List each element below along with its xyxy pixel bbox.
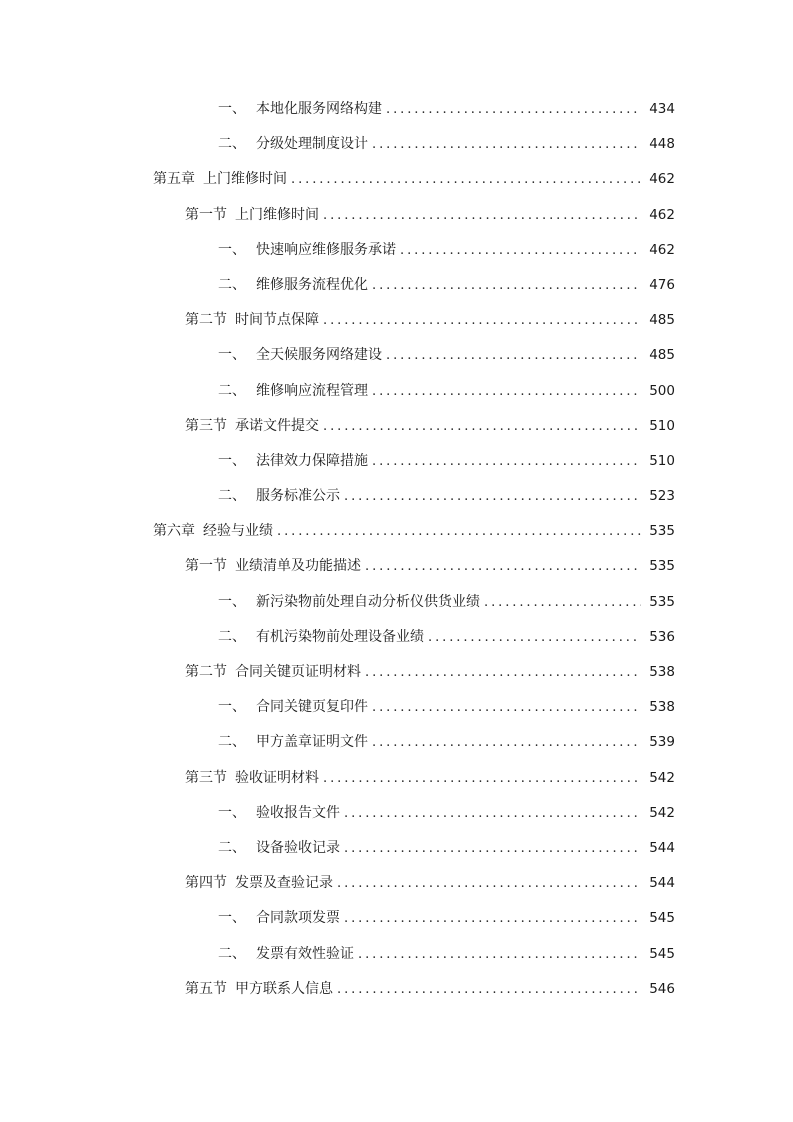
toc-entry[interactable] [0,655,793,690]
toc-entry[interactable] [0,866,793,901]
toc-entry-title: 上门维修时间 [235,206,319,223]
dot-leader [323,198,641,233]
toc-entry-number: 一、 [218,804,246,821]
toc-entry[interactable] [0,796,793,831]
toc-entry-page: 434 [649,101,675,117]
dot-leader [344,479,641,514]
toc-entry-title: 有机污染物前处理设备业绩 [256,628,424,645]
toc-entry-number: 第二节 [185,312,227,329]
toc-entry-page: 538 [649,699,675,716]
dot-leader [372,444,641,479]
toc-entry-number: 二、 [218,839,246,856]
toc-entry[interactable] [0,127,793,162]
dot-leader [365,655,641,690]
toc-entry-page: 545 [649,910,675,927]
dot-leader [365,549,641,584]
toc-entry-number: 第四节 [185,875,227,892]
toc-entry-page: 536 [649,628,675,645]
dot-leader [344,831,641,866]
dot-leader [372,374,641,409]
toc-entry-page: 542 [649,769,675,786]
toc-entry-page: 448 [649,136,675,153]
dot-leader [372,127,641,162]
toc-entry-page: 500 [649,382,675,399]
toc-entry[interactable] [0,303,793,338]
toc-entry[interactable] [0,761,793,796]
dot-leader [323,409,641,444]
toc-entry-title: 新污染物前处理自动分析仪供货业绩 [256,593,480,610]
dot-leader [428,620,641,655]
toc-entry-number: 一、 [218,241,246,258]
toc-entry-number: 第三节 [185,769,227,786]
dot-leader [372,725,641,760]
toc-entry[interactable] [0,338,793,373]
toc-entry-title: 全天候服务网络建设 [256,347,382,364]
toc-entry[interactable] [0,444,793,479]
toc-entry-number: 一、 [218,593,246,610]
toc-entry-page: 544 [649,875,675,892]
toc-entry-page: 535 [649,593,675,610]
toc-entry-number: 二、 [218,136,246,153]
toc-entry[interactable] [0,620,793,655]
toc-entry-page: 462 [649,241,675,258]
dot-leader [386,338,641,373]
toc-entry[interactable] [0,549,793,584]
toc-entry-title: 合同关键页证明材料 [235,664,361,680]
toc-entry-number: 第五章 [153,171,195,188]
toc-entry[interactable] [0,937,793,972]
toc-entry-title: 设备验收记录 [256,839,340,856]
dot-leader [386,92,641,127]
dot-leader [337,972,641,1007]
dot-leader [400,233,641,268]
toc-entry-title: 服务标准公示 [256,488,340,505]
toc-entry[interactable] [0,268,793,303]
dot-leader [323,761,641,796]
toc-entry-number: 第三节 [185,417,227,434]
toc-entry-number: 第六章 [153,523,195,540]
toc-entry-title: 发票有效性验证 [256,945,354,962]
toc-entry-number: 一、 [218,452,246,469]
toc-entry-page: 544 [649,839,675,856]
toc-entry[interactable] [0,92,793,127]
toc-entry-number: 一、 [218,101,246,117]
toc-entry-page: 462 [649,206,675,223]
toc-entry[interactable] [0,831,793,866]
dot-leader [372,690,641,725]
toc-entry-page: 523 [649,488,675,505]
toc-entry-title: 分级处理制度设计 [256,136,368,153]
toc-entry-number: 第一节 [185,558,227,575]
toc-entry-title: 快速响应维修服务承诺 [256,241,396,258]
toc-entry-page: 535 [649,523,675,540]
toc-entry-page: 485 [649,312,675,329]
toc-entry-page: 535 [649,558,675,575]
dot-leader [323,303,641,338]
dot-leader [344,901,641,936]
toc-entry[interactable] [0,972,793,1007]
toc-entry-title: 时间节点保障 [235,312,319,329]
toc-entry-page: 538 [649,664,675,680]
toc-entry[interactable] [0,479,793,514]
toc-entry-title: 法律效力保障措施 [256,452,368,469]
toc-entry[interactable] [0,409,793,444]
toc-entry[interactable] [0,725,793,760]
toc-entry-title: 合同关键页复印件 [256,699,368,716]
dot-leader [372,268,641,303]
dot-leader [358,937,641,972]
toc-entry-page: 462 [649,171,675,188]
toc-entry-title: 上门维修时间 [203,171,287,188]
toc-entry-page: 476 [649,276,675,293]
toc-entry-page: 546 [649,980,675,997]
toc-entry-title: 维修响应流程管理 [256,382,368,399]
toc-entry-title: 验收证明材料 [235,769,319,786]
toc-entry-page: 542 [649,804,675,821]
toc-entry-title: 本地化服务网络构建 [256,101,382,117]
toc-entry-number: 二、 [218,276,246,293]
toc-entry-number: 二、 [218,488,246,505]
toc-entry-title: 承诺文件提交 [235,417,319,434]
toc-entry-page: 510 [649,417,675,434]
toc-entry-title: 甲方盖章证明文件 [256,734,368,751]
toc-entry[interactable] [0,690,793,725]
toc-entry-number: 二、 [218,628,246,645]
toc-entry-page: 510 [649,452,675,469]
toc-entry[interactable] [0,162,793,197]
toc-entry-title: 甲方联系人信息 [235,980,333,997]
toc-entry-number: 一、 [218,910,246,927]
toc-entry-title: 合同款项发票 [256,910,340,927]
dot-leader [337,866,641,901]
toc-entry-number: 二、 [218,382,246,399]
toc-entry[interactable] [0,233,793,268]
dot-leader [277,514,641,549]
dot-leader [291,162,641,197]
toc-entry[interactable] [0,514,793,549]
toc-entry-title: 业绩清单及功能描述 [235,558,361,575]
toc-entry-page: 539 [649,734,675,751]
table-of-contents [0,92,793,1007]
toc-entry-number: 一、 [218,347,246,364]
toc-entry[interactable] [0,198,793,233]
toc-entry-number: 第一节 [185,206,227,223]
dot-leader [484,585,641,620]
toc-entry-number: 第二节 [185,664,227,680]
toc-entry[interactable] [0,374,793,409]
toc-entry-title: 发票及查验记录 [235,875,333,892]
toc-entry-number: 一、 [218,699,246,716]
toc-entry-page: 485 [649,347,675,364]
toc-entry-number: 第五节 [185,980,227,997]
toc-entry[interactable] [0,585,793,620]
dot-leader [344,796,641,831]
toc-entry-title: 经验与业绩 [203,523,273,540]
toc-entry-number: 二、 [218,734,246,751]
toc-entry-number: 二、 [218,945,246,962]
toc-entry-title: 验收报告文件 [256,804,340,821]
toc-entry-title: 维修服务流程优化 [256,276,368,293]
toc-entry-page: 545 [649,945,675,962]
toc-entry[interactable] [0,901,793,936]
